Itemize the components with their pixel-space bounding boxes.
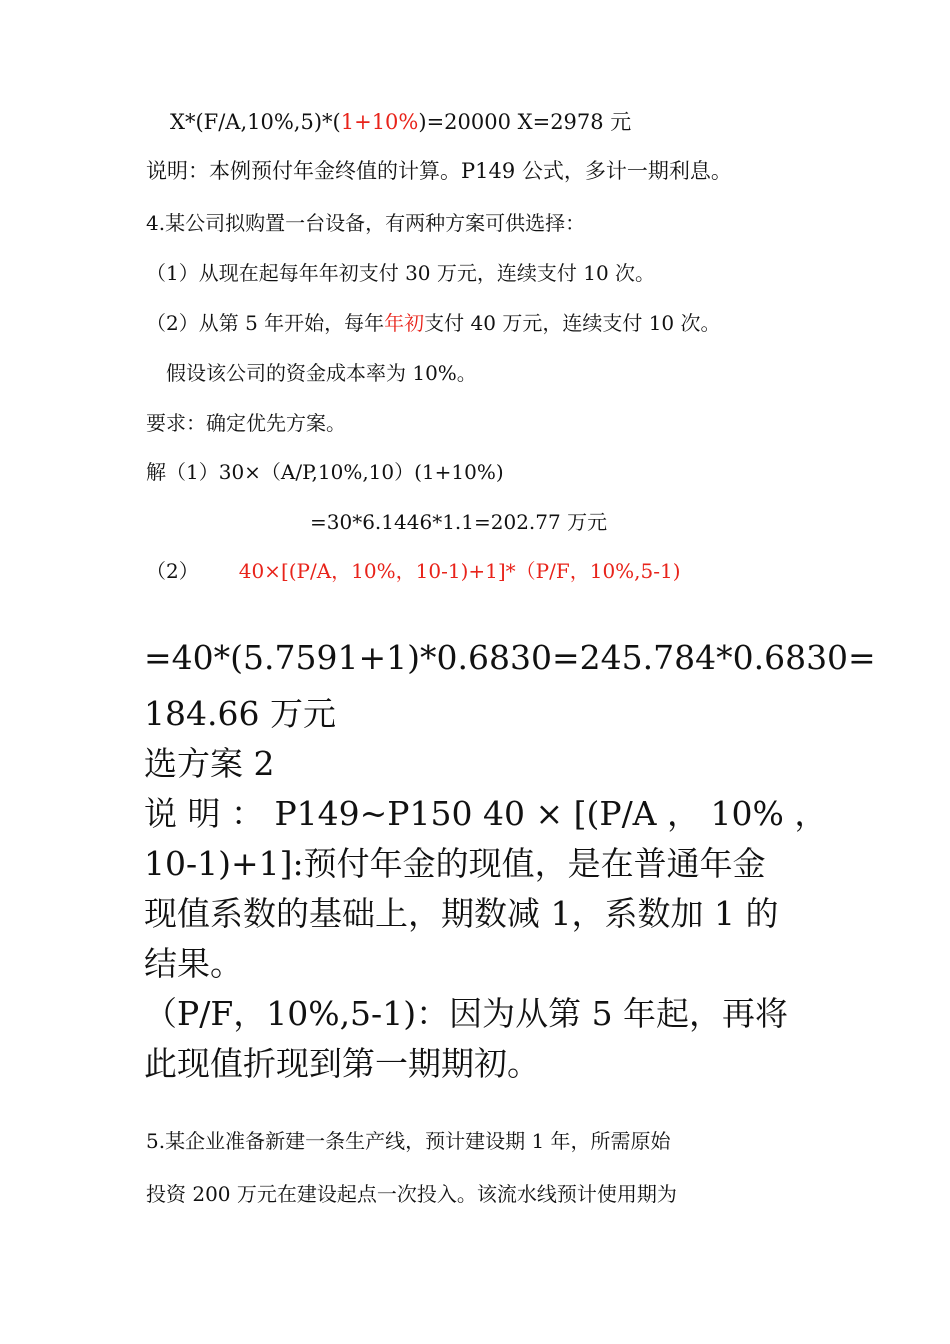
note-line: 说明：本例预付年金终值的计算。P149 公式，多计一期利息。 xyxy=(146,159,732,183)
option-2 xyxy=(146,307,721,336)
conclusion-line: 选方案 2 xyxy=(144,744,275,783)
explanation-line-2: 10-1)+1]:预付年金的现值，是在普通年金 xyxy=(144,844,766,883)
solution-1-result: =30*6.1446*1.1=202.77 万元 xyxy=(310,510,608,534)
problem-4-heading: 4.某公司拟购置一台设备，有两种方案可供选择： xyxy=(146,211,586,235)
explanation-line-3: 现值系数的基础上，期数减 1，系数加 1 的 xyxy=(144,894,779,933)
formula-text: )=20000 X=2978 元 xyxy=(418,110,632,134)
solution-2-formula: 40×[(P/A，10%，10-1)+1]*（P/F，10%,5-1) xyxy=(238,559,681,583)
explanation-line-6: 此现值折现到第一期期初。 xyxy=(144,1044,540,1083)
solution-2-result: 184.66 万元 xyxy=(144,694,336,733)
assumption-line: 假设该公司的资金成本率为 10%。 xyxy=(166,361,477,385)
explanation-line-4: 结果。 xyxy=(144,944,243,983)
explanation-line-5: （P/F，10%,5-1)：因为从第 5 年起，再将 xyxy=(144,994,789,1033)
option-1: （1）从现在起每年年初支付 30 万元，连续支付 10 次。 xyxy=(146,261,656,285)
formula-highlight: 1+10% xyxy=(340,110,419,134)
solution-2-label: （2） xyxy=(146,559,199,583)
solution-2-calc: =40*(5.7591+1)*0.6830=245.784*0.6830= xyxy=(144,638,876,677)
requirement-line: 要求：确定优先方案。 xyxy=(146,411,346,435)
option-text: （2）从第 5 年开始，每年 xyxy=(146,311,385,335)
solution-2 xyxy=(146,555,681,584)
problem-5-line-2: 投资 200 万元在建设起点一次投入。该流水线预计使用期为 xyxy=(146,1182,677,1206)
solution-1: 解（1）30×（A/P,10%,10）(1+10%) xyxy=(146,460,504,484)
option-text: 支付 40 万元，连续支付 10 次。 xyxy=(424,311,721,335)
explanation-line-1: 说 明 ： P149~P150 40 × [(P/A ， 10% ， xyxy=(144,794,828,833)
formula-line-fa xyxy=(170,106,631,136)
formula-text: X*(F/A,10%,5)*( xyxy=(170,110,341,134)
option-highlight: 年初 xyxy=(384,311,425,335)
problem-5-line-1: 5.某企业准备新建一条生产线，预计建设期 1 年，所需原始 xyxy=(146,1129,671,1153)
